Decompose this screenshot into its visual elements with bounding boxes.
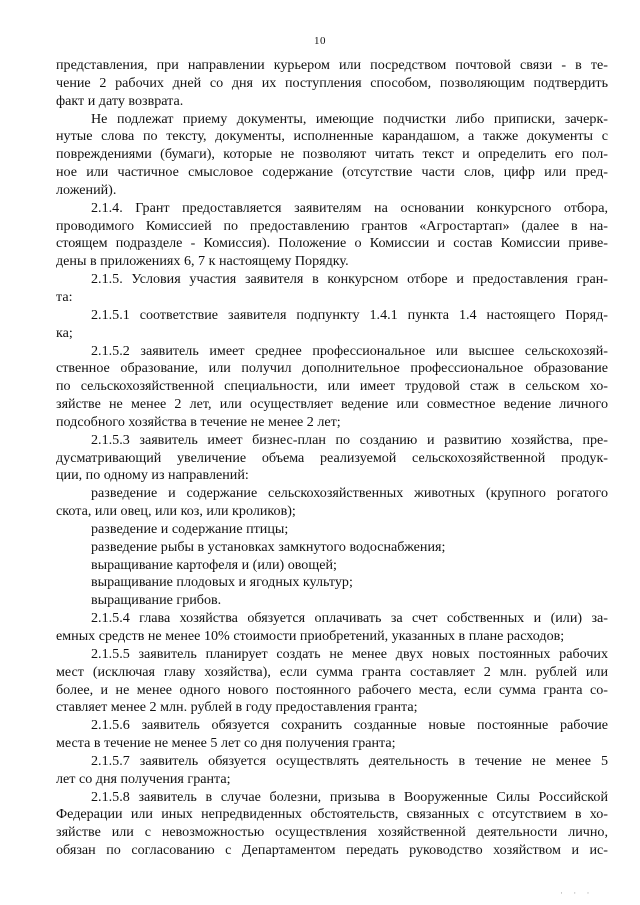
text-line: 2.1.5.1 соответствие заявителя подпункту 1.4.1 пункта 1.4 настоящего Поряд- (91, 306, 608, 323)
text-line: более, и не менее одного нового постоянного рабочего места, если сумма гранта со- (56, 681, 608, 698)
text-line: проводимого Комиссией по предоставлению грантов «Агростартап» (далее в на- (56, 217, 608, 234)
text-line: 2.1.5.5 заявитель планирует создать не менее двух новых постоянных рабочих (91, 645, 608, 662)
text-line: 2.1.4. Грант предоставляется заявителям на основании конкурсного отбора, (91, 199, 608, 216)
text-line: выращивание плодовых и ягодных культур; (91, 574, 353, 591)
text-line: скота, или овец, или коз, или кроликов); (56, 503, 296, 520)
page-number: 10 (314, 35, 326, 47)
text-line: по сельскохозяйственной специальности, или имеет трудовой стаж в сельском хо- (56, 378, 608, 395)
text-line: представления, при направлении курьером или посредством почтовой связи - в те- (56, 57, 608, 73)
text-line: 2.1.5.2 заявитель имеет среднее профессиональное или высшее сельскохозяй- (91, 342, 608, 359)
text-line: подсобного хозяйства в течение не менее 2 лет; (56, 413, 341, 430)
text-line: разведение и содержание сельскохозяйственных животных (крупного рогатого (91, 485, 608, 502)
text-line: 2.1.5. Условия участия заявителя в конкурсном отборе и предоставления гран- (91, 271, 608, 288)
text-line: 2.1.5.8 заявитель в случае болезни, призыва в Вооруженные Силы Российской (91, 788, 608, 805)
text-line: повреждениями (бумаги), которые не позволяют читать текст и определить его пол- (56, 146, 608, 163)
text-line: нутые слова по тексту, документы, исполненные карандашом, а также документы с (56, 128, 608, 145)
text-line: ственное образование, или получил дополнительное профессиональное образование (56, 360, 608, 377)
text-line: выращивание грибов. (91, 592, 222, 609)
text-line: разведение и содержание птицы; (91, 520, 289, 537)
text-line: стоящем подразделе - Комиссия). Положение о Комиссии и состав Комиссии приве- (56, 235, 608, 252)
text-line: Федерации или иных непредвиденных обстоятельств, связанных с отсутствием в хо- (56, 806, 608, 823)
text-line: дусматривающий увеличение объема реализуемой сельскохозяйственной продук- (56, 449, 608, 466)
text-line: ное или частичное смысловое содержание (отсутствие части слов, цифр или пред- (56, 164, 608, 181)
text-line: 2.1.5.4 глава хозяйства обязуется оплачивать за счет собственных и (или) за- (91, 610, 608, 627)
text-line: ставляет менее 2 млн. рублей в году предоставления гранта; (56, 699, 418, 716)
text-line: мест (исключая главу хозяйства), если сумма гранта составляет 2 млн. рублей или (56, 663, 608, 680)
text-line: выращивание картофеля и (или) овощей; (91, 556, 337, 573)
text-line: зяйстве или с невозможностью осуществления хозяйственной деятельности лично, (56, 824, 608, 841)
document-body (56, 57, 608, 860)
text-line: ложений). (56, 181, 117, 198)
text-line: лет со дня получения гранта; (56, 770, 231, 787)
text-line: обязан по согласованию с Департаментом передать руководство хозяйством и ис- (56, 842, 608, 859)
text-line: разведение рыбы в установках замкнутого водоснабжения; (91, 538, 446, 555)
text-line: 2.1.5.6 заявитель обязуется сохранить созданные новые постоянные рабочие (91, 717, 608, 734)
text-line: 2.1.5.3 заявитель имеет бизнес-план по созданию и развитию хозяйства, пре- (91, 431, 608, 448)
scan-artifact: · · · (560, 888, 594, 898)
text-line: факт и дату возврата. (56, 92, 184, 109)
text-line: емных средств не менее 10% стоимости приобретений, указанных в плане расходов; (56, 628, 565, 644)
text-line: 2.1.5.7 заявитель обязуется осуществлять деятельность в течение не менее 5 (91, 752, 608, 769)
text-line: Не подлежат приему документы, имеющие подчистки либо приписки, зачерк- (91, 110, 608, 127)
text-line: дены в приложениях 6, 7 к настоящему Порядку. (56, 253, 349, 270)
text-line: чение 2 рабочих дней со дня их поступления способом, позволяющим подтвердить (56, 74, 608, 91)
text-line: зяйстве не менее 2 лет, или осуществляет ведение или совместное ведение личного (56, 396, 608, 413)
text-line: ции, по одному из направлений: (56, 467, 249, 484)
text-line: ка; (56, 324, 73, 341)
text-line: та: (56, 288, 73, 305)
text-line: места в течение не менее 5 лет со дня получения гранта; (56, 735, 396, 752)
